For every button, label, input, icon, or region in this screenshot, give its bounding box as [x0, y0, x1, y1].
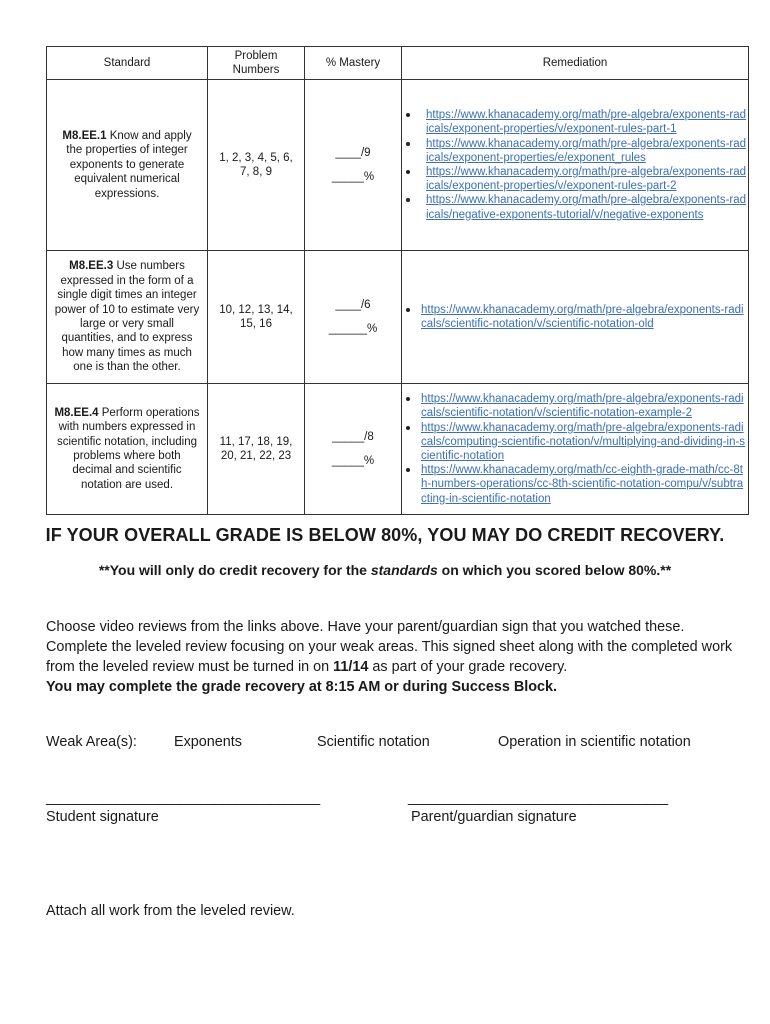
list-item	[402, 421, 748, 464]
remediation-link[interactable]: https://www.khanacademy.org/math/pre-algebra/exponents-radicals/exponent-properties/v/exponent-rules-part-2	[426, 166, 747, 193]
mastery-cell	[305, 384, 402, 515]
remediation-list	[402, 392, 748, 506]
list-item	[402, 463, 748, 506]
standard-cell	[47, 251, 208, 384]
remediation-link[interactable]: https://www.khanacademy.org/math/pre-algebra/exponents-radicals/scientific-notation/v/scientific-notation-example-2	[421, 393, 744, 420]
bullet-icon	[406, 468, 410, 472]
mastery-percent: ______%	[328, 323, 378, 335]
remediation-link[interactable]: https://www.khanacademy.org/math/pre-algebra/exponents-radicals/scientific-notation/v/scientific-notation-old	[421, 303, 744, 330]
standard-code: M8.EE.3	[69, 260, 117, 273]
remediation-link[interactable]: https://www.khanacademy.org/math/pre-algebra/exponents-radicals/computing-scientific-notation/v/multiplying-and-dividing-in-scientific-notation	[421, 421, 746, 462]
weak-area-option[interactable]: Scientific notation	[317, 734, 430, 750]
remediation-list	[402, 108, 748, 222]
header-problem-numbers: Problem Numbers	[208, 47, 305, 80]
weak-area-option[interactable]: Operation in scientific notation	[498, 734, 691, 750]
subheading-part: **You will only do credit recovery for the	[98, 562, 371, 578]
mastery-table	[46, 46, 749, 515]
list-item	[402, 165, 748, 193]
standard-code: M8.EE.1	[62, 129, 110, 142]
parent-signature-line[interactable]: _____________________________________	[408, 790, 668, 806]
standard-text: Use numbers expressed in the form of a single digit times an integer power of 10 to estimate very large or very small quantities, and to express how many times as much one is than the other.	[54, 260, 200, 374]
student-signature-label: Student signature	[46, 809, 159, 825]
remediation-link[interactable]: https://www.khanacademy.org/math/pre-algebra/exponents-radicals/exponent-properties/e/exponent_rules	[426, 137, 747, 164]
problem-numbers: 1, 2, 3, 4, 5, 6, 7, 8, 9	[208, 80, 305, 251]
credit-recovery-subheading	[0, 562, 770, 578]
header-standard: Standard	[47, 47, 208, 80]
standard-code: M8.EE.4	[54, 406, 102, 419]
instructions-text: Choose video reviews from the links above. Have your parent/guardian sign that you watched these. Complete the leveled review focusing on your weak areas. This signed sheet along with the completed work from the leveled review must be turned in on	[46, 619, 733, 675]
problem-numbers: 10, 12, 13, 14, 15, 16	[208, 251, 305, 384]
header-remediation: Remediation	[402, 47, 749, 80]
weak-areas-label: Weak Area(s):	[46, 734, 137, 750]
mastery-score: ____/9	[335, 146, 371, 159]
standard-cell	[47, 384, 208, 515]
attach-note: Attach all work from the leveled review.	[46, 903, 295, 919]
bullet-icon	[406, 426, 410, 430]
mastery-cell	[305, 80, 402, 251]
remediation-cell	[402, 251, 749, 384]
mastery-cell	[305, 251, 402, 384]
bullet-icon	[406, 198, 410, 202]
table-row	[47, 251, 749, 384]
remediation-link[interactable]: https://www.khanacademy.org/math/pre-algebra/exponents-radicals/negative-exponents-tutorial/v/negative-exponents	[426, 194, 747, 221]
credit-recovery-heading: IF YOUR OVERALL GRADE IS BELOW 80%, YOU MAY DO CREDIT RECOVERY.	[45, 525, 725, 545]
student-signature-line[interactable]: _______________________________________	[46, 790, 320, 806]
problem-numbers: 11, 17, 18, 19, 20, 21, 22, 23	[208, 384, 305, 515]
header-mastery: % Mastery	[305, 47, 402, 80]
instructions-paragraph	[46, 617, 736, 697]
bullet-icon	[406, 113, 410, 117]
bullet-icon	[406, 170, 410, 174]
list-item	[402, 108, 748, 136]
instructions-text: as part of your grade recovery.	[368, 659, 568, 675]
mastery-score: ____/6	[335, 298, 371, 311]
remediation-link[interactable]: https://www.khanacademy.org/math/pre-algebra/exponents-radicals/exponent-properties/v/exponent-rules-part-1	[426, 109, 747, 136]
standard-text: Know and apply the properties of integer exponents to generate equivalent numerical expressions.	[66, 129, 192, 200]
bullet-icon	[406, 308, 410, 312]
remediation-link[interactable]: https://www.khanacademy.org/math/cc-eighth-grade-math/cc-8th-numbers-operations/cc-8th-scientific-notation-compu/v/subtracting-in-scientific-notation	[421, 464, 744, 505]
subheading-part: on which you scored below 80%.**	[437, 562, 672, 578]
parent-signature-label: Parent/guardian signature	[411, 809, 577, 825]
mastery-percent: _____%	[331, 171, 375, 183]
mastery-percent: _____%	[331, 455, 375, 467]
list-item	[402, 193, 748, 221]
weak-area-option[interactable]: Exponents	[174, 734, 243, 750]
table-row	[47, 80, 749, 251]
table-header-row	[47, 47, 749, 80]
remediation-cell	[402, 384, 749, 515]
list-item	[402, 137, 748, 165]
table-row	[47, 384, 749, 515]
bullet-icon	[406, 142, 410, 146]
subheading-emphasis: standards	[370, 562, 438, 578]
standard-text: Perform operations with numbers expressed in scientific notation, including problems where both decimal and scientific notation are used.	[57, 406, 200, 491]
remediation-cell	[402, 80, 749, 251]
list-item	[402, 303, 748, 331]
list-item	[402, 392, 748, 420]
standard-cell	[47, 80, 208, 251]
mastery-score: _____/8	[332, 430, 374, 443]
bullet-icon	[406, 397, 410, 401]
instructions-bold-line: You may complete the grade recovery at 8:15 AM or during Success Block.	[46, 679, 558, 695]
due-date: 11/14	[333, 659, 369, 675]
remediation-list	[402, 303, 748, 331]
